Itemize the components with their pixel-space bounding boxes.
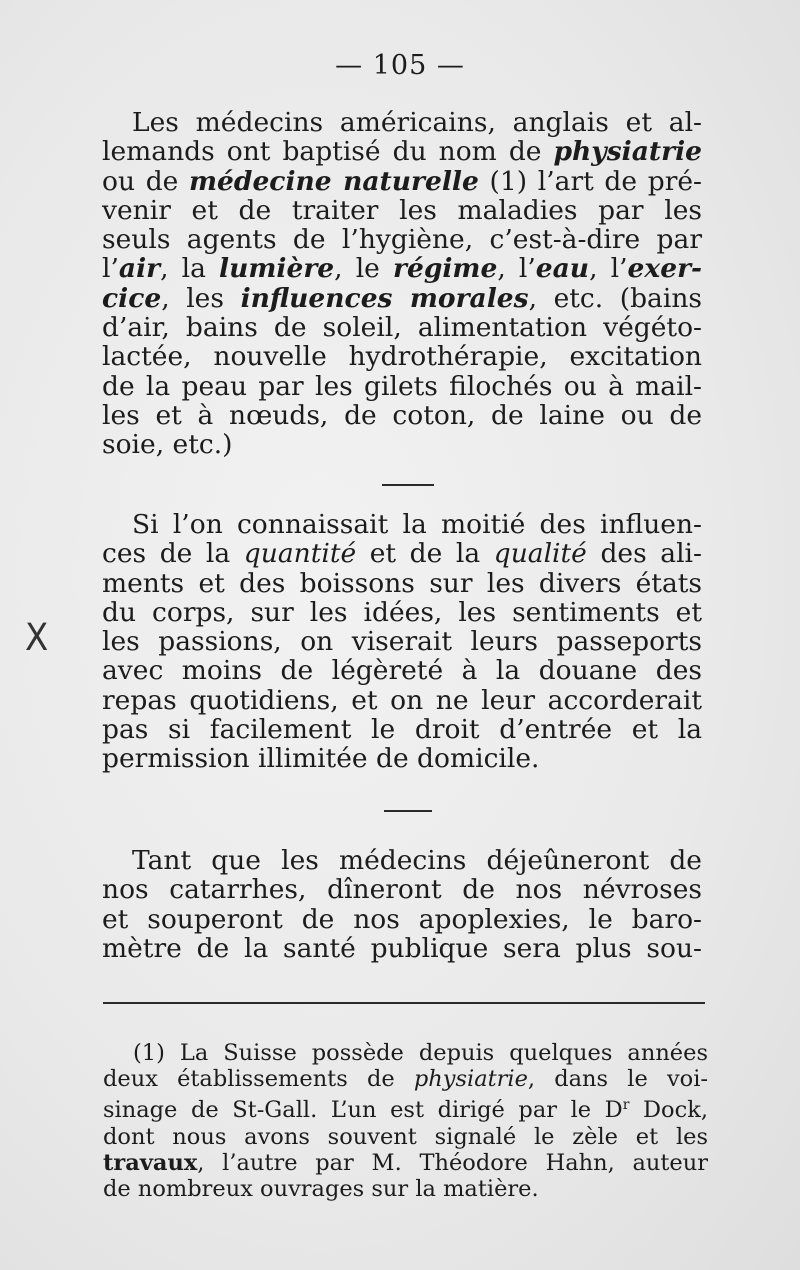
text-line: de la peau par les gilets filochés ou à mail- [102, 370, 702, 402]
footnote-rule [103, 1002, 705, 1004]
text-line: du corps, sur les idées, les sentiments et [102, 596, 702, 628]
footnote-line: deux établissements de physiatrie, dans le voi- [103, 1066, 709, 1093]
text-line: nos catarrhes, dîneront de nos névroses [102, 874, 702, 906]
text-line: lemands ont baptisé du nom de physiatrie [102, 136, 702, 168]
footnote-line: de nombreux ouvrages sur la matière. [103, 1176, 539, 1203]
footnote-line: sinage de St-Gall. L’un est dirigé par le $D^r$ Dock, [103, 1097, 708, 1124]
section-separator [382, 484, 434, 486]
text-line: soie, etc.) [102, 429, 233, 461]
footnote-line: (1) La Suisse possède depuis quelques années [133, 1040, 708, 1066]
text-line: venir et de traiter les maladies par les [102, 194, 702, 226]
text-line: ces de la quantité et de la qualité des ali- [102, 538, 702, 570]
paragraph-aliments [102, 510, 702, 774]
text-line: ou de médecine naturelle (1) l’art de pré- [102, 165, 703, 197]
text-line: ments et des boissons sur les divers états [102, 567, 702, 599]
text-line: seuls agents de l’hygiène, c’est-à-dire par [102, 224, 702, 256]
paragraph-medecins [102, 846, 702, 963]
text-line: permission illimitée de domicile. [102, 743, 540, 775]
text-line: mètre de la santé publique sera plus sou- [102, 932, 702, 964]
footnote [103, 1040, 708, 1202]
text-line: repas quotidiens, et on ne leur accorderait [102, 684, 702, 716]
text-line: les et à nœuds, de coton, de laine ou de [102, 399, 702, 431]
footnote-line: dont nous avons souvent signalé le zèle et les [103, 1123, 708, 1150]
text-line: Les médecins américains, anglais et al- [132, 107, 702, 138]
text-line: cice, les influences morales, etc. (bains [102, 282, 702, 314]
page-number: — 105 — [335, 50, 465, 81]
text-line: pas si facilement le droit d’entrée et la [102, 714, 702, 746]
footnote-line: travaux, l’autre par M. Théodore Hahn, auteur [103, 1149, 708, 1176]
paragraph-physiatrie [102, 108, 702, 460]
text-line: Tant que les médecins déjeûneront de [132, 845, 702, 876]
text-line: d’air, bains de soleil, alimentation végéto- [102, 312, 702, 344]
text-line: les passions, on viserait leurs passeports [102, 626, 702, 658]
section-separator [384, 810, 432, 812]
text-line: et souperont de nos apoplexies, le baro- [102, 903, 702, 935]
margin-annotation-mark: X [25, 616, 49, 660]
text-line: lactée, nouvelle hydrothérapie, excitation [102, 341, 702, 373]
text-line: avec moins de légèreté à la douane des [102, 655, 702, 687]
text-line: l’air, la lumière, le régime, l’eau, l’exer- [102, 253, 703, 285]
text-line: Si l’on connaissait la moitié des influen- [132, 509, 702, 540]
